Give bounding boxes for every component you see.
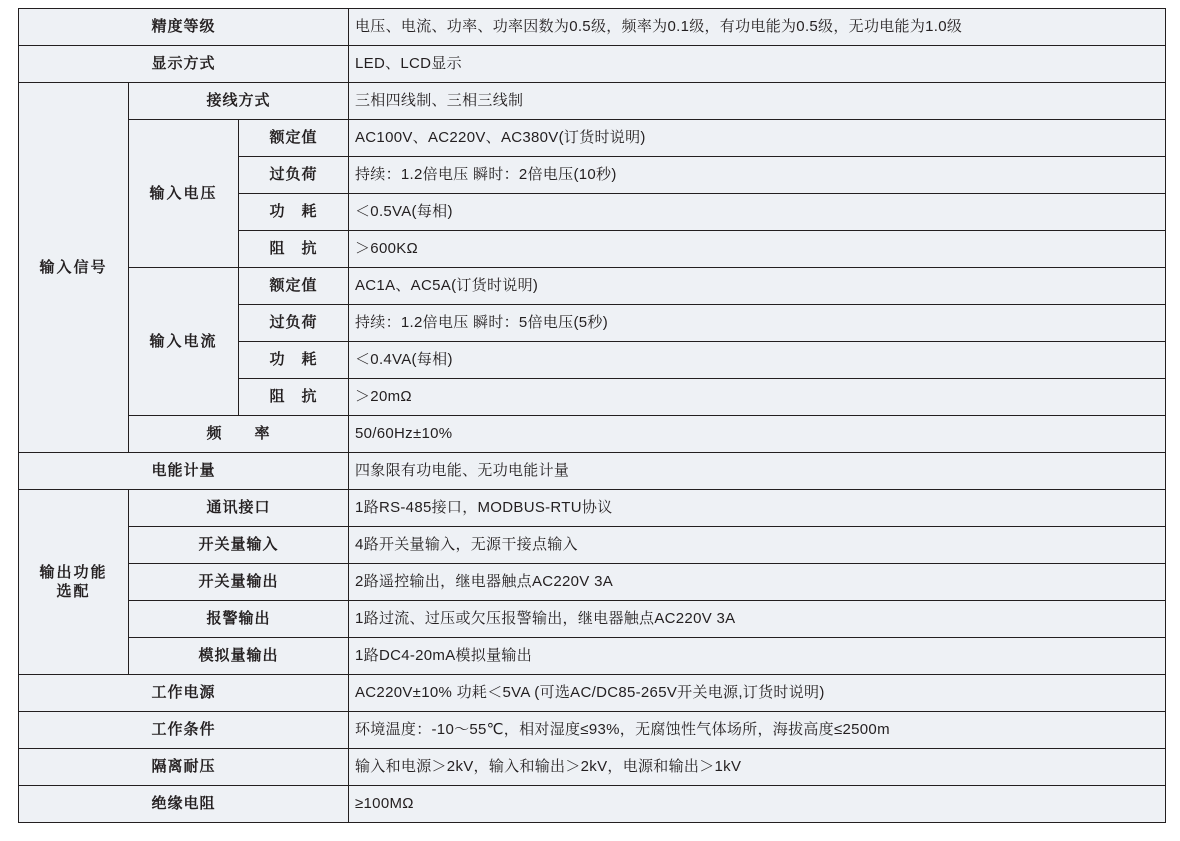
- row-label-insulation-resistance: 绝缘电阻: [19, 786, 349, 823]
- output-options-line2: 选配: [56, 583, 91, 600]
- table-row: [19, 527, 1166, 564]
- row-label-frequency: 频 率: [129, 416, 349, 453]
- output-options-line1: 输出功能: [39, 563, 108, 581]
- row-value-current-rated: AC1A、AC5A(订货时说明): [349, 268, 1166, 305]
- row-label-power-supply: 工作电源: [19, 675, 349, 712]
- row-label-current-rated: 额定值: [239, 268, 349, 305]
- table-row: [19, 675, 1166, 712]
- row-value-voltage-power: ＜0.5VA(每相): [349, 194, 1166, 231]
- row-value-voltage-overload: 持续：1.2倍电压 瞬时：2倍电压(10秒): [349, 157, 1166, 194]
- row-value-comm-interface: 1路RS-485接口，MODBUS-RTU协议: [349, 490, 1166, 527]
- table-row: [19, 83, 1166, 120]
- row-label-voltage-overload: 过负荷: [239, 157, 349, 194]
- row-value-current-impedance: ＞20mΩ: [349, 379, 1166, 416]
- row-value-alarm-output: 1路过流、过压或欠压报警输出，继电器触点AC220V 3A: [349, 601, 1166, 638]
- row-label-voltage-impedance: 阻 抗: [239, 231, 349, 268]
- row-label-digital-input: 开关量输入: [129, 527, 349, 564]
- row-label-current-overload: 过负荷: [239, 305, 349, 342]
- table-row: [19, 490, 1166, 527]
- table-row: [19, 564, 1166, 601]
- row-value-accuracy: 电压、电流、功率、功率因数为0.5级，频率为0.1级，有功电能为0.5级，无功电能为1.0级: [349, 9, 1166, 46]
- row-value-analog-output: 1路DC4-20mA模拟量输出: [349, 638, 1166, 675]
- table-row: [19, 120, 1166, 157]
- table-row: [19, 453, 1166, 490]
- row-value-insulation-resistance: ≥100MΩ: [349, 786, 1166, 823]
- row-label-alarm-output: 报警输出: [129, 601, 349, 638]
- row-value-voltage-rated: AC100V、AC220V、AC380V(订货时说明): [349, 120, 1166, 157]
- row-label-voltage-rated: 额定值: [239, 120, 349, 157]
- table-row: [19, 712, 1166, 749]
- row-label-input-current: 输入电流: [129, 268, 239, 416]
- row-label-current-power: 功 耗: [239, 342, 349, 379]
- row-label-isolation-voltage: 隔离耐压: [19, 749, 349, 786]
- row-label-accuracy: 精度等级: [19, 9, 349, 46]
- row-label-analog-output: 模拟量输出: [129, 638, 349, 675]
- table-row: [19, 46, 1166, 83]
- row-value-wiring: 三相四线制、三相三线制: [349, 83, 1166, 120]
- row-label-display: 显示方式: [19, 46, 349, 83]
- table-row: [19, 601, 1166, 638]
- row-label-energy-metering: 电能计量: [19, 453, 349, 490]
- row-value-current-overload: 持续：1.2倍电压 瞬时：5倍电压(5秒): [349, 305, 1166, 342]
- row-label-voltage-power: 功 耗: [239, 194, 349, 231]
- row-label-operating-conditions: 工作条件: [19, 712, 349, 749]
- row-value-display: LED、LCD显示: [349, 46, 1166, 83]
- row-label-digital-output: 开关量输出: [129, 564, 349, 601]
- row-label-comm-interface: 通讯接口: [129, 490, 349, 527]
- row-value-isolation-voltage: 输入和电源＞2kV，输入和输出＞2kV，电源和输出＞1kV: [349, 749, 1166, 786]
- table-row: [19, 638, 1166, 675]
- row-value-voltage-impedance: ＞600KΩ: [349, 231, 1166, 268]
- row-label-input-voltage: 输入电压: [129, 120, 239, 268]
- row-label-output-options: [19, 490, 129, 675]
- table-row: [19, 268, 1166, 305]
- row-label-current-impedance: 阻 抗: [239, 379, 349, 416]
- table-row: [19, 786, 1166, 823]
- table-body: [19, 9, 1166, 823]
- row-value-digital-output: 2路遥控输出，继电器触点AC220V 3A: [349, 564, 1166, 601]
- specification-table: [18, 8, 1166, 823]
- row-value-operating-conditions: 环境温度：-10～55℃，相对湿度≤93%，无腐蚀性气体场所，海拔高度≤2500m: [349, 712, 1166, 749]
- row-label-wiring: 接线方式: [129, 83, 349, 120]
- row-label-input-signal: 输入信号: [19, 83, 129, 453]
- row-value-power-supply: AC220V±10% 功耗＜5VA (可选AC/DC85-265V开关电源,订货时说明): [349, 675, 1166, 712]
- row-value-digital-input: 4路开关量输入，无源干接点输入: [349, 527, 1166, 564]
- table-row: [19, 416, 1166, 453]
- table-row: [19, 9, 1166, 46]
- row-value-current-power: ＜0.4VA(每相): [349, 342, 1166, 379]
- row-value-frequency: 50/60Hz±10%: [349, 416, 1166, 453]
- table-row: [19, 749, 1166, 786]
- row-value-energy-metering: 四象限有功电能、无功电能计量: [349, 453, 1166, 490]
